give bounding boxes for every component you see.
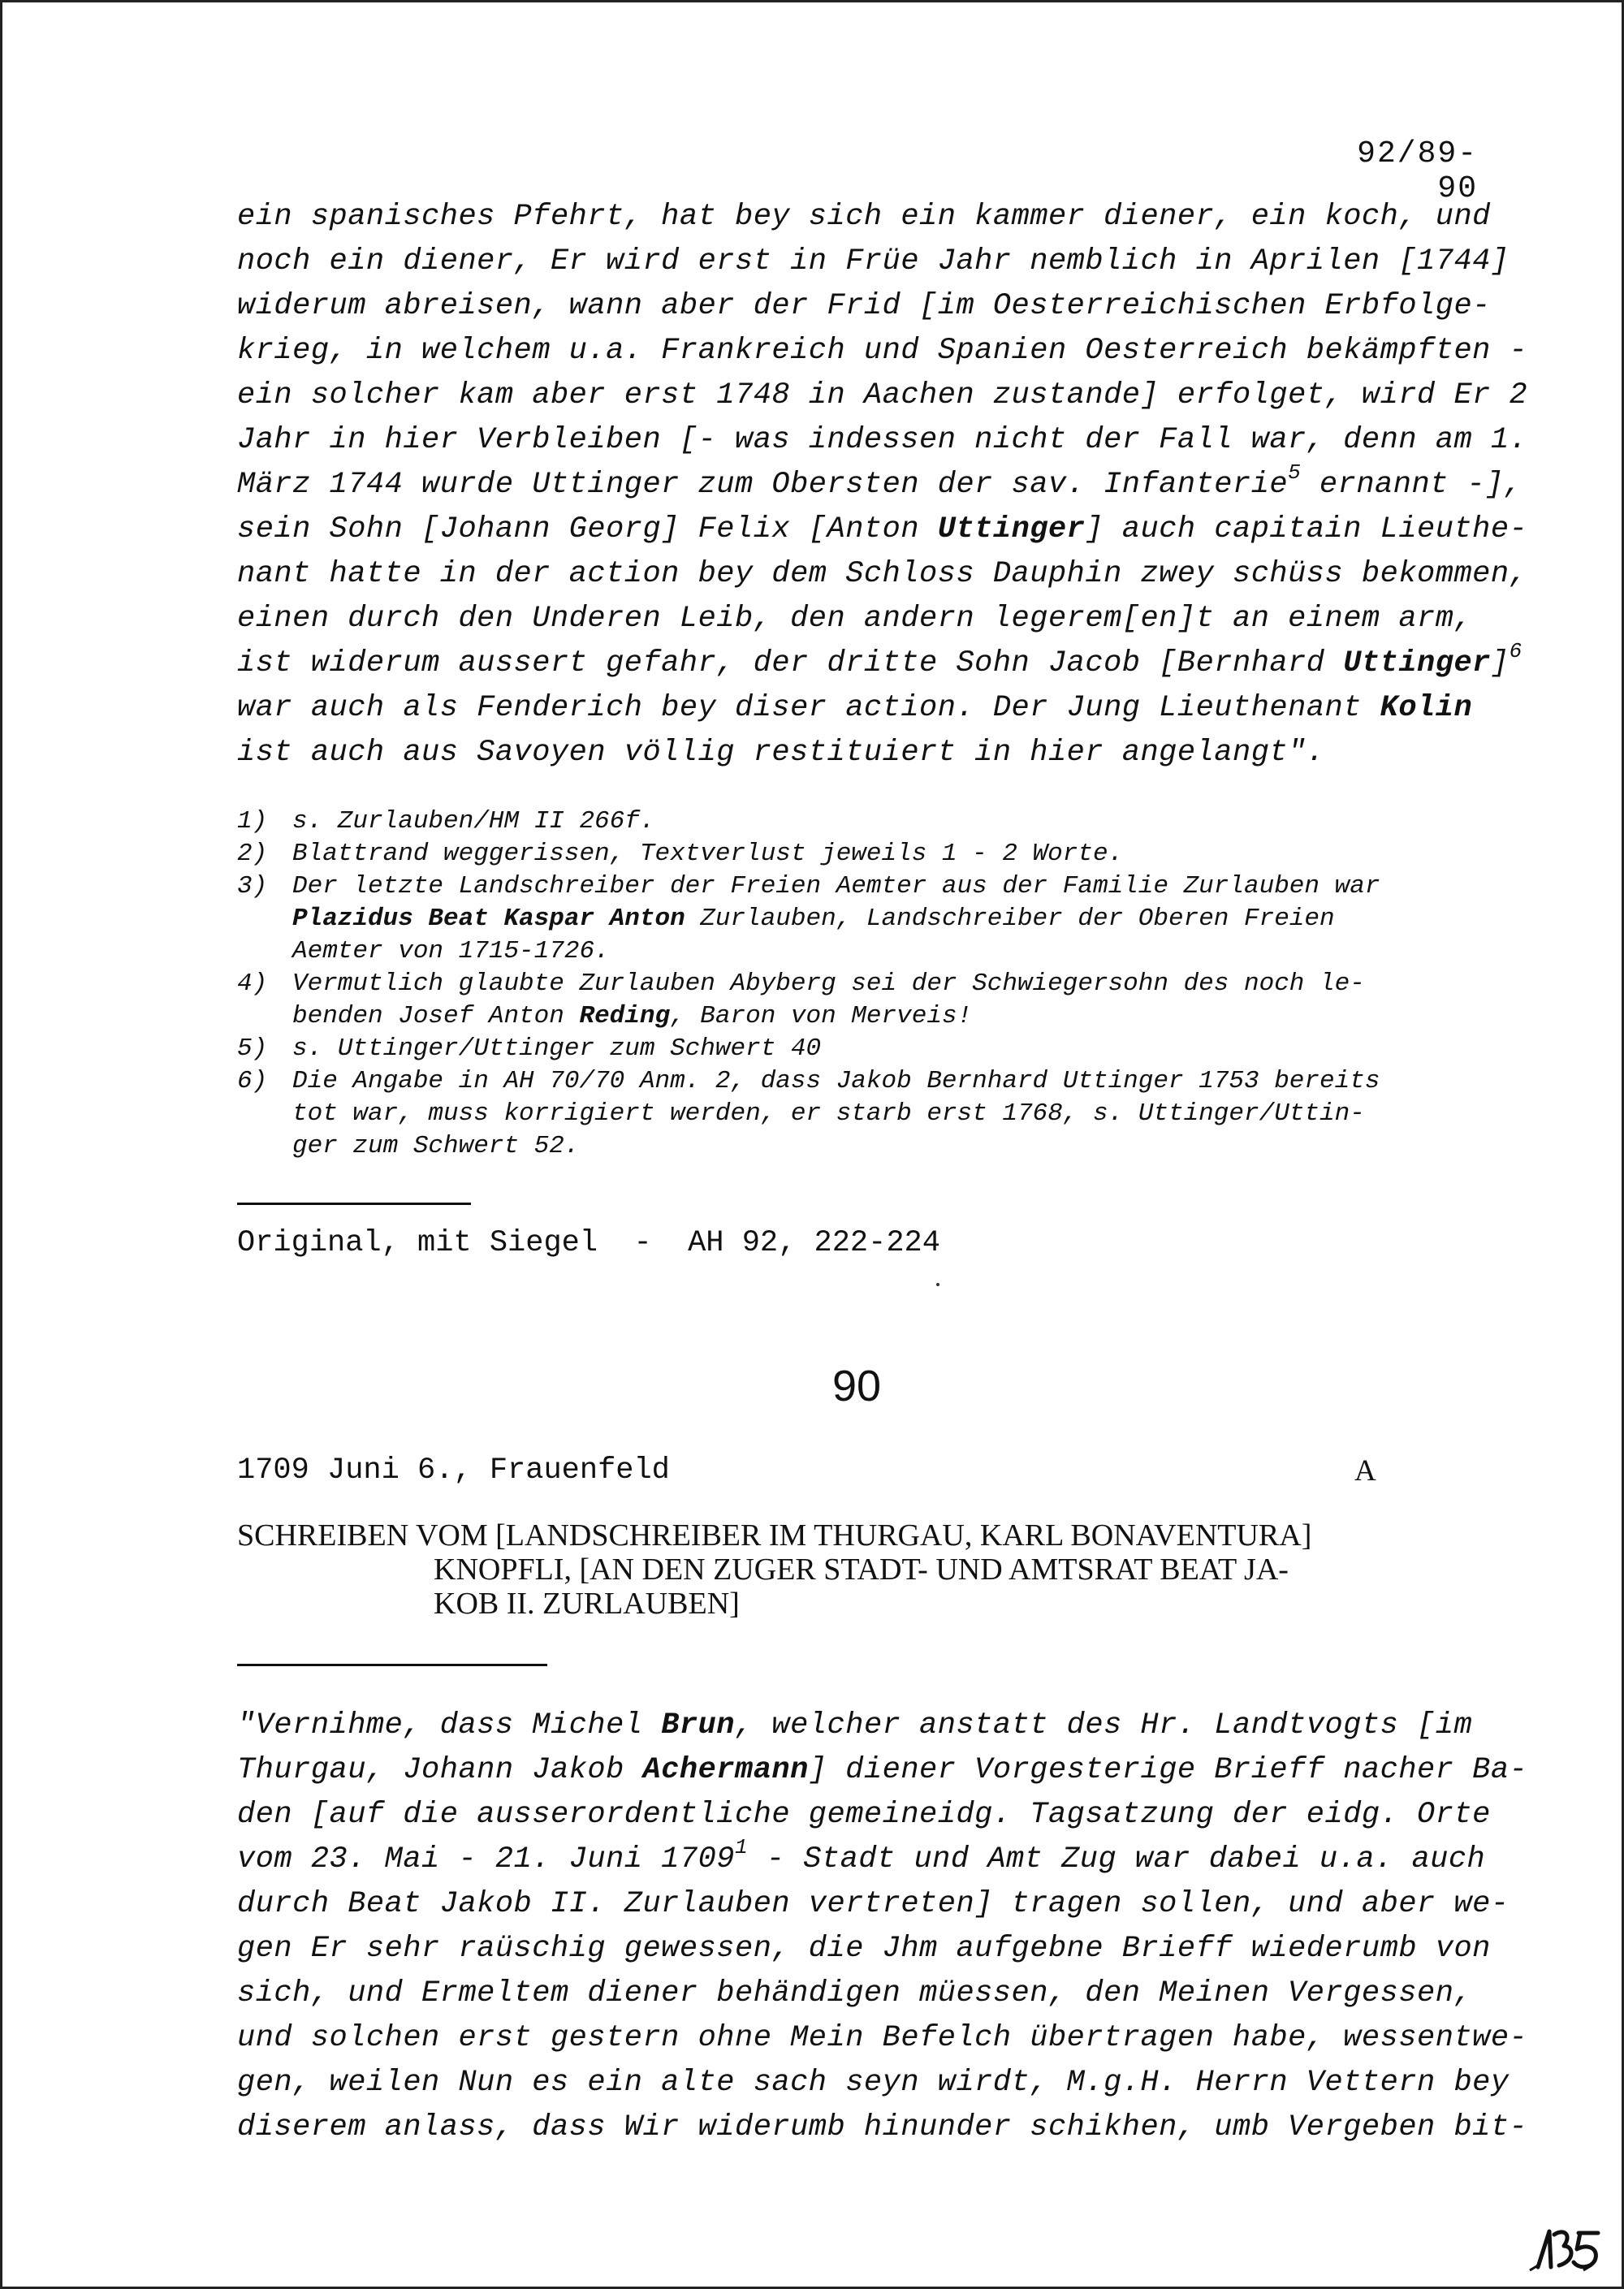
text-segment: vom 23. Mai - 21. Juni 1709 bbox=[237, 1842, 735, 1877]
footnote bbox=[237, 805, 1488, 838]
bold-name: Reding bbox=[579, 1002, 671, 1030]
footnote-line bbox=[292, 968, 1488, 1000]
text-segment: ein solcher kam aber erst 1748 in Aachen zustande] erfolget, wird Er 2 bbox=[237, 378, 1528, 412]
text-segment: "Vernihme, dass Michel bbox=[237, 1708, 662, 1743]
text-line bbox=[237, 1882, 1510, 1927]
footnote-line bbox=[292, 1098, 1488, 1130]
footnotes bbox=[237, 805, 1488, 1163]
text-segment: nant hatte in der action bey dem Schloss Dauphin zwey schüss bekommen, bbox=[237, 557, 1528, 591]
footnote bbox=[237, 838, 1488, 870]
text-segment: durch Beat Jakob II. Zurlauben vertreten] tragen sollen, und aber we- bbox=[237, 1887, 1510, 1921]
text-segment: benden Josef Anton bbox=[292, 1002, 580, 1030]
heading-rule bbox=[237, 1664, 547, 1666]
footnote-line bbox=[292, 870, 1488, 903]
text-line bbox=[237, 2016, 1528, 2061]
text-line bbox=[237, 731, 1471, 775]
footnote-line bbox=[292, 935, 1488, 968]
footnote bbox=[237, 968, 1488, 1033]
footnote-text bbox=[292, 968, 1488, 1033]
text-segment: ernannt -], bbox=[1301, 468, 1522, 502]
bold-name: Uttinger bbox=[1343, 646, 1491, 680]
bold-name: Uttinger bbox=[937, 512, 1086, 546]
text-segment: Blattrand weggerissen, Textverlust jeweils 1 - 2 Worte. bbox=[292, 840, 1124, 868]
footnote-text bbox=[292, 838, 1488, 870]
footnote-number: 5) bbox=[237, 1034, 268, 1063]
document-heading bbox=[237, 1518, 1455, 1621]
footnote-line bbox=[292, 1033, 1488, 1065]
text-line bbox=[237, 374, 1528, 418]
text-segment: Zurlauben, Landschreiber der Oberen Freien bbox=[685, 905, 1335, 933]
footnote bbox=[237, 1065, 1488, 1163]
footnote-text bbox=[292, 870, 1488, 968]
text-segment: Jahr in hier Verbleiben [- was indessen nicht der Fall war, denn am 1. bbox=[237, 423, 1528, 457]
text-line bbox=[237, 460, 1522, 507]
footnote-line bbox=[292, 838, 1488, 870]
text-line bbox=[237, 240, 1510, 284]
text-segment: Vermutlich glaubte Zurlauben Abyberg sei der Schwiegersohn des noch le- bbox=[292, 970, 1365, 998]
text-segment: Die Angabe in AH 70/70 Anm. 2, dass Jakob Bernhard Uttinger 1753 bereits bbox=[292, 1067, 1380, 1095]
text-segment: und solchen erst gestern ohne Mein Befelch übertragen habe, wessentwe- bbox=[237, 2021, 1528, 2055]
text-segment: widerum abreisen, wann aber der Frid [im Oesterreichischen Erbfolge- bbox=[237, 289, 1491, 323]
source-rule bbox=[237, 1203, 471, 1205]
text-segment: März 1744 wurde Uttinger zum Obersten der sav. Infanterie bbox=[237, 468, 1289, 502]
text-segment: tot war, muss korrigiert werden, er starb erst 1768, s. Uttinger/Uttin- bbox=[292, 1099, 1365, 1128]
footnote-text bbox=[292, 1033, 1488, 1065]
text-segment: sich, und Ermeltem diener behändigen müessen, den Meinen Vergessen, bbox=[237, 1976, 1473, 2010]
text-line bbox=[237, 1748, 1528, 1793]
handwritten-page-number-stamp bbox=[1527, 2225, 1604, 2274]
date-place: 1709 Juni 6., Frauenfeld bbox=[237, 1453, 670, 1488]
text-segment: , welcher anstatt des Hr. Landtvogts [im bbox=[735, 1708, 1473, 1743]
footnote bbox=[237, 870, 1488, 968]
heading-line: KOB II. ZURLAUBEN] bbox=[434, 1587, 740, 1621]
document-number: 90 bbox=[831, 1362, 882, 1410]
text-segment: ] bbox=[1490, 646, 1510, 680]
text-segment: gen Er sehr raüschig gewessen, die Jhm aufgebne Brieff wiederumb von bbox=[237, 1932, 1491, 1966]
text-segment: gen, weilen Nun es ein alte sach seyn wirdt, M.g.H. Herrn Vettern bey bbox=[237, 2066, 1510, 2100]
text-segment: ist widerum aussert gefahr, der dritte Sohn Jacob [Bernhard bbox=[237, 646, 1344, 680]
footnote-reference: 1 bbox=[735, 1834, 749, 1859]
footnote-line bbox=[292, 903, 1488, 935]
text-segment: ist auch aus Savoyen völlig restituiert in hier angelangt". bbox=[237, 736, 1325, 770]
text-segment: Aemter von 1715-1726. bbox=[292, 937, 610, 965]
text-segment: war auch als Fenderich bey diser action. Der Jung Lieuthenant bbox=[237, 691, 1380, 725]
text-line bbox=[237, 2105, 1528, 2150]
text-line bbox=[237, 507, 1528, 552]
text-segment: ] auch capitain Lieuthe- bbox=[1085, 512, 1528, 546]
footnote-reference: 6 bbox=[1509, 638, 1522, 663]
text-segment: diserem anlass, dass Wir widerumb hinunder schikhen, umb Vergeben bit- bbox=[237, 2110, 1528, 2144]
text-segment: Der letzte Landschreiber der Freien Aemter aus der Familie Zurlauben war bbox=[292, 872, 1380, 900]
bold-name: Plazidus Beat Kaspar Anton bbox=[292, 905, 685, 933]
footnote-number: 1) bbox=[237, 807, 268, 836]
text-line bbox=[237, 1972, 1471, 2016]
footnote-text bbox=[292, 1065, 1488, 1163]
text-line bbox=[237, 284, 1491, 329]
footnote-number: 6) bbox=[237, 1067, 268, 1095]
bold-name: Brun bbox=[661, 1708, 736, 1743]
text-line bbox=[237, 686, 1471, 731]
footnote-number: 2) bbox=[237, 840, 268, 868]
footnote-text bbox=[292, 805, 1488, 838]
heading-line: SCHREIBEN VOM [LANDSCHREIBER IM THURGAU, KARL BONAVENTURA] bbox=[237, 1518, 1312, 1553]
footnote-number: 4) bbox=[237, 970, 268, 998]
text-line bbox=[237, 195, 1491, 240]
footnote-reference: 5 bbox=[1288, 460, 1302, 485]
text-segment: einen durch den Underen Leib, den andern legerem[en]t an einem arm, bbox=[237, 602, 1473, 636]
text-line bbox=[237, 597, 1471, 641]
footnote-line bbox=[292, 1000, 1488, 1033]
text-segment: den [auf die ausserordentliche gemeineidg. Tagsatzung der eidg. Orte bbox=[237, 1798, 1491, 1832]
bold-name: Kolin bbox=[1380, 691, 1473, 725]
text-segment: Thurgau, Johann Jakob bbox=[237, 1753, 643, 1787]
text-line bbox=[237, 418, 1528, 463]
speck bbox=[936, 1283, 939, 1286]
continuation-text bbox=[237, 195, 1528, 775]
page-reference: 92/89-90 bbox=[1357, 136, 1478, 206]
text-segment: s. Zurlauben/HM II 266f. bbox=[292, 807, 655, 836]
text-line bbox=[237, 329, 1528, 374]
document-category: A bbox=[1354, 1454, 1376, 1488]
text-segment: s. Uttinger/Uttinger zum Schwert 40 bbox=[292, 1034, 822, 1063]
text-segment: , Baron von Merveis! bbox=[670, 1002, 973, 1030]
footnote-line bbox=[292, 1130, 1488, 1163]
text-line bbox=[237, 1793, 1491, 1838]
bold-name: Achermann bbox=[642, 1753, 809, 1787]
footnote bbox=[237, 1033, 1488, 1065]
footnote-line bbox=[292, 805, 1488, 838]
text-line bbox=[237, 1834, 1486, 1882]
text-line bbox=[237, 2061, 1510, 2105]
text-line bbox=[237, 1927, 1491, 1972]
text-line bbox=[237, 1704, 1471, 1748]
heading-line: KNOPFLI, [AN DEN ZUGER STADT- UND AMTSRAT BEAT JA- bbox=[434, 1553, 1289, 1587]
text-segment: ein spanisches Pfehrt, hat bey sich ein kammer diener, ein koch, und bbox=[237, 200, 1491, 234]
source-line: Original, mit Siegel - AH 92, 222-224 bbox=[237, 1226, 940, 1260]
text-segment: ] diener Vorgesterige Brieff nacher Ba- bbox=[808, 1753, 1528, 1787]
text-segment: - Stadt und Amt Zug war dabei u.a. auch bbox=[748, 1842, 1486, 1877]
footnote-line bbox=[292, 1065, 1488, 1098]
text-segment: sein Sohn [Johann Georg] Felix [Anton bbox=[237, 512, 938, 546]
footnote-number: 3) bbox=[237, 872, 268, 900]
text-line bbox=[237, 638, 1522, 686]
text-line bbox=[237, 552, 1528, 597]
text-segment: ger zum Schwert 52. bbox=[292, 1132, 580, 1160]
document-text bbox=[237, 1704, 1528, 2150]
text-segment: krieg, in welchem u.a. Frankreich und Spanien Oesterreich bekämpften - bbox=[237, 334, 1528, 368]
text-segment: noch ein diener, Er wird erst in Früe Jahr nemblich in Aprilen [1744] bbox=[237, 244, 1510, 279]
